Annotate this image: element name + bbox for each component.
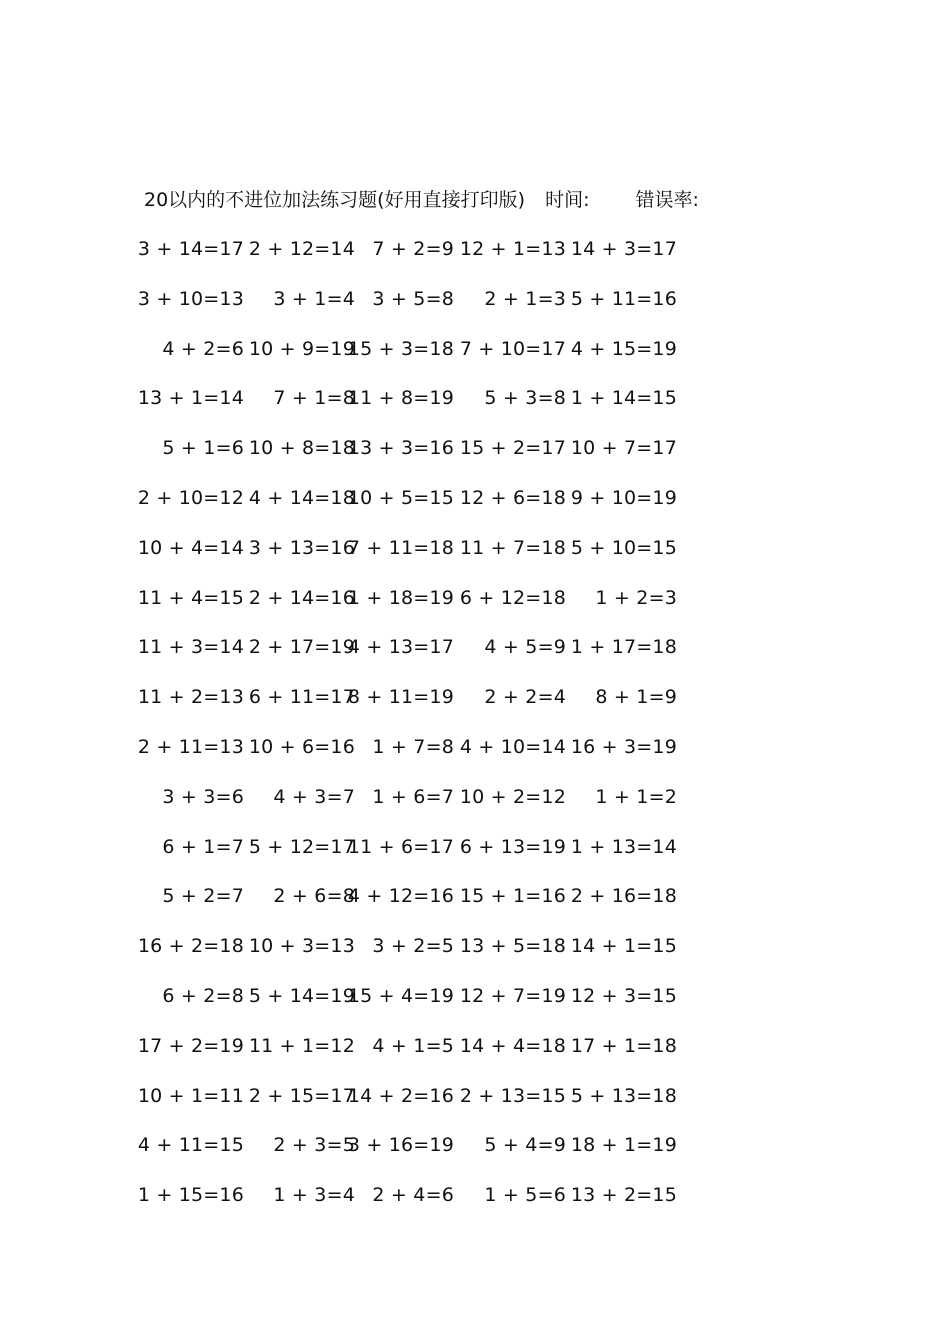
- addition-problem: 8 + 1=9: [595, 686, 677, 709]
- addition-problem: 11 + 1=12: [248, 1034, 355, 1057]
- addition-problem: 6 + 12=18: [459, 586, 566, 609]
- addition-problem: 15 + 1=16: [459, 885, 566, 908]
- addition-problem: 13 + 3=16: [347, 437, 454, 460]
- problem-row: [0, 1180, 950, 1210]
- problem-row: [0, 782, 950, 812]
- addition-problem: 17 + 2=19: [137, 1034, 244, 1057]
- addition-problem: 4 + 2=6: [162, 337, 244, 360]
- addition-problem: 14 + 2=16: [347, 1084, 454, 1107]
- addition-problem: 4 + 15=19: [570, 337, 677, 360]
- addition-problem: 13 + 1=14: [137, 387, 244, 410]
- addition-problem: 7 + 1=8: [273, 387, 355, 410]
- addition-problem: 6 + 11=17: [248, 686, 355, 709]
- problem-row: [0, 732, 950, 762]
- addition-problem: 10 + 4=14: [137, 536, 244, 559]
- addition-problem: 14 + 1=15: [570, 935, 677, 958]
- problem-row: [0, 1031, 950, 1061]
- addition-problem: 11 + 7=18: [459, 536, 566, 559]
- addition-problem: 2 + 17=19: [248, 636, 355, 659]
- addition-problem: 3 + 2=5: [372, 935, 454, 958]
- worksheet-title: 20以内的不进位加法练习题(好用直接打印版): [144, 189, 526, 211]
- addition-problem: 10 + 3=13: [248, 935, 355, 958]
- addition-problem: 3 + 1=4: [273, 287, 355, 310]
- addition-problem: 10 + 6=16: [248, 736, 355, 758]
- addition-problem: 2 + 11=13: [137, 736, 244, 758]
- addition-problem: 4 + 10=14: [459, 736, 566, 758]
- addition-problem: 5 + 14=19: [248, 985, 355, 1007]
- addition-problem: 3 + 3=6: [162, 785, 244, 808]
- addition-problem: 12 + 6=18: [459, 487, 566, 509]
- addition-problem: 2 + 1=3: [484, 287, 566, 310]
- addition-problem: 4 + 12=16: [347, 885, 454, 908]
- addition-problem: 4 + 14=18: [248, 487, 355, 509]
- addition-problem: 17 + 1=18: [570, 1034, 677, 1057]
- addition-problem: 1 + 17=18: [570, 636, 677, 659]
- addition-problem: 10 + 7=17: [570, 437, 677, 460]
- addition-problem: 1 + 14=15: [570, 387, 677, 410]
- addition-problem: 4 + 1=5: [372, 1034, 454, 1057]
- addition-problem: 3 + 16=19: [347, 1134, 454, 1157]
- addition-problem: 11 + 4=15: [137, 586, 244, 609]
- addition-problem: 7 + 2=9: [372, 238, 454, 260]
- addition-problem: 7 + 10=17: [459, 337, 566, 360]
- addition-problem: 3 + 10=13: [137, 287, 244, 310]
- problem-row: [0, 433, 950, 463]
- addition-problem: 1 + 2=3: [595, 586, 677, 609]
- addition-problem: 1 + 5=6: [484, 1184, 566, 1207]
- addition-problem: 4 + 3=7: [273, 785, 355, 808]
- addition-problem: 11 + 2=13: [137, 686, 244, 709]
- problem-row: [0, 682, 950, 712]
- addition-problem: 5 + 10=15: [570, 536, 677, 559]
- addition-problem: 10 + 2=12: [459, 785, 566, 808]
- addition-problem: 5 + 2=7: [162, 885, 244, 908]
- problem-row: [0, 931, 950, 961]
- problem-row: [0, 383, 950, 413]
- addition-problem: 14 + 4=18: [459, 1034, 566, 1057]
- addition-problem: 2 + 4=6: [372, 1184, 454, 1207]
- addition-problem: 5 + 13=18: [570, 1084, 677, 1107]
- addition-problem: 5 + 12=17: [248, 835, 355, 858]
- error-rate-label: 错误率:: [635, 189, 699, 211]
- addition-problem: 6 + 1=7: [162, 835, 244, 858]
- addition-problem: 2 + 6=8: [273, 885, 355, 908]
- addition-problem: 15 + 4=19: [347, 985, 454, 1007]
- addition-problem: 15 + 2=17: [459, 437, 566, 460]
- addition-problem: 11 + 6=17: [347, 835, 454, 858]
- addition-problem: 9 + 10=19: [570, 487, 677, 509]
- addition-problem: 15 + 3=18: [347, 337, 454, 360]
- time-label: 时间:: [545, 189, 590, 211]
- addition-problem: 5 + 11=16: [570, 287, 677, 310]
- addition-problem: 10 + 9=19: [248, 337, 355, 360]
- addition-problem: 7 + 11=18: [347, 536, 454, 559]
- addition-problem: 1 + 1=2: [595, 785, 677, 808]
- problem-row: [0, 533, 950, 563]
- problem-row: [0, 981, 950, 1011]
- addition-problem: 1 + 15=16: [137, 1184, 244, 1207]
- addition-problem: 11 + 8=19: [347, 387, 454, 410]
- addition-problem: 3 + 5=8: [372, 287, 454, 310]
- addition-problem: 16 + 2=18: [137, 935, 244, 958]
- addition-problem: 12 + 1=13: [459, 238, 566, 260]
- addition-problem: 10 + 5=15: [347, 487, 454, 509]
- addition-problem: 2 + 12=14: [248, 238, 355, 260]
- addition-problem: 11 + 3=14: [137, 636, 244, 659]
- addition-problem: 5 + 3=8: [484, 387, 566, 410]
- addition-problem: 13 + 2=15: [570, 1184, 677, 1207]
- problem-row: [0, 632, 950, 662]
- addition-problem: 6 + 2=8: [162, 985, 244, 1007]
- addition-problem: 2 + 14=16: [248, 586, 355, 609]
- addition-problem: 10 + 1=11: [137, 1084, 244, 1107]
- addition-problem: 8 + 11=19: [347, 686, 454, 709]
- addition-problem: 1 + 3=4: [273, 1184, 355, 1207]
- addition-problem: 16 + 3=19: [570, 736, 677, 758]
- problem-row: [0, 483, 950, 513]
- problem-row: [0, 284, 950, 314]
- addition-problem: 6 + 13=19: [459, 835, 566, 858]
- addition-problem: 10 + 8=18: [248, 437, 355, 460]
- addition-problem: 2 + 2=4: [484, 686, 566, 709]
- addition-problem: 2 + 3=5: [273, 1134, 355, 1157]
- addition-problem: 1 + 13=14: [570, 835, 677, 858]
- addition-problem: 14 + 3=17: [570, 238, 677, 260]
- addition-problem: 4 + 13=17: [347, 636, 454, 659]
- problem-row: [0, 832, 950, 862]
- addition-problem: 2 + 10=12: [137, 487, 244, 509]
- problem-row: [0, 1081, 950, 1111]
- addition-problem: 5 + 1=6: [162, 437, 244, 460]
- addition-problem: 2 + 15=17: [248, 1084, 355, 1107]
- addition-problem: 2 + 13=15: [459, 1084, 566, 1107]
- addition-problem: 4 + 11=15: [137, 1134, 244, 1157]
- problem-row: [0, 583, 950, 613]
- addition-problem: 3 + 13=16: [248, 536, 355, 559]
- addition-problem: 3 + 14=17: [137, 238, 244, 260]
- addition-problem: 18 + 1=19: [570, 1134, 677, 1157]
- addition-problem: 13 + 5=18: [459, 935, 566, 958]
- addition-problem: 1 + 7=8: [372, 736, 454, 758]
- addition-problem: 4 + 5=9: [484, 636, 566, 659]
- addition-problem: 2 + 16=18: [570, 885, 677, 908]
- addition-problem: 1 + 18=19: [347, 586, 454, 609]
- problem-row: [0, 234, 950, 264]
- addition-problem: 12 + 7=19: [459, 985, 566, 1007]
- addition-problem: 12 + 3=15: [570, 985, 677, 1007]
- addition-problem: 5 + 4=9: [484, 1134, 566, 1157]
- problem-row: [0, 1130, 950, 1160]
- problem-row: [0, 334, 950, 364]
- addition-problem: 1 + 6=7: [372, 785, 454, 808]
- problem-row: [0, 881, 950, 911]
